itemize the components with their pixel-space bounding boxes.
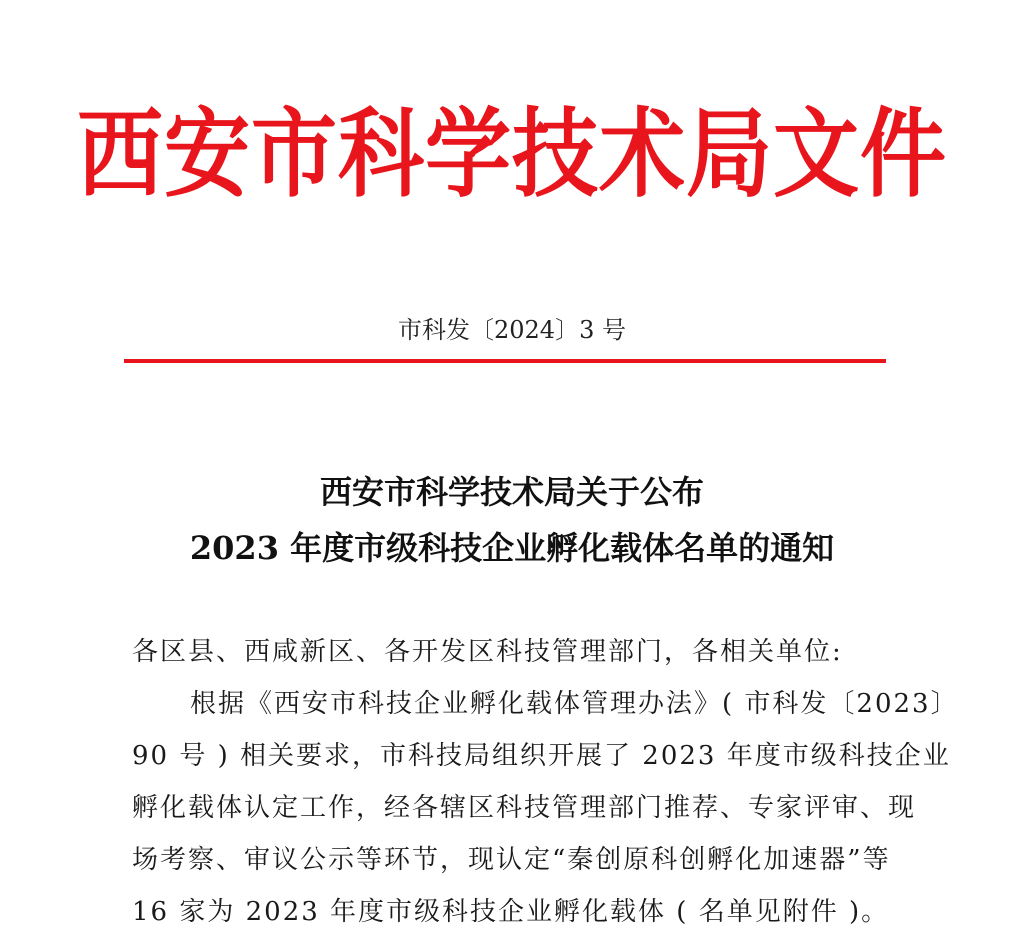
body-line: 孵化载体认定工作，经各辖区科技管理部门推荐、专家评审、现	[132, 793, 917, 823]
red-divider-line	[124, 359, 886, 363]
document-masthead: 西安市科学技术局文件	[77, 97, 947, 211]
document-number: 市科发〔2024〕3 号	[398, 316, 626, 344]
body-line: 90 号 ) 相关要求，市科技局组织开展了 2023 年度市级科技企业	[132, 741, 951, 771]
notice-title-line-2: 2023 年度市级科技企业孵化载体名单的通知	[189, 529, 835, 567]
body-line: 根据《西安市科技企业孵化载体管理办法》( 市科发〔2023〕	[190, 689, 959, 719]
salutation: 各区县、西咸新区、各开发区科技管理部门，各相关单位:	[132, 637, 843, 667]
body-line: 16 家为 2023 年度市级科技企业孵化载体 ( 名单见附件 )。	[132, 897, 890, 927]
notice-title-line-1: 西安市科学技术局关于公布	[319, 473, 704, 511]
body-line: 场考察、审议公示等环节，现认定“秦创原科创孵化加速器”等	[132, 845, 891, 875]
